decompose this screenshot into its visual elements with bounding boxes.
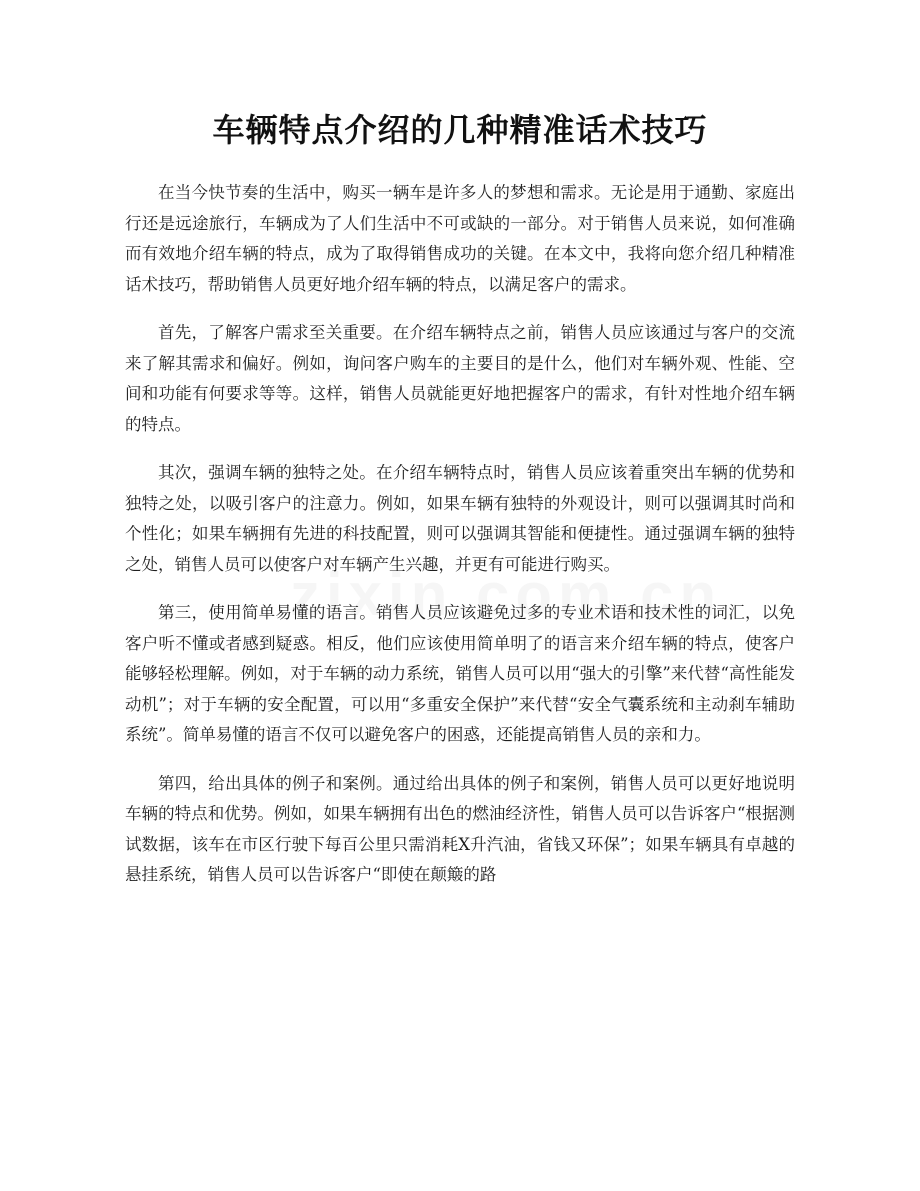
document-title: 车辆特点介绍的几种精准话术技巧 [212, 111, 708, 149]
paragraph-first: 首先，了解客户需求至关重要。在介绍车辆特点之前，销售人员应该通过与客户的交流来了解其需求和偏好。例如，询问客户购车的主要目的是什么，他们对车辆外观、性能、空间和功能有何要求等等。这样，销售人员就能更好地把握客户的需求，有针对性地介绍车辆的特点。 [125, 323, 795, 434]
document-body [125, 178, 795, 909]
paragraph-second: 其次，强调车辆的独特之处。在介绍车辆特点时，销售人员应该着重突出车辆的优势和独特之处，以吸引客户的注意力。例如，如果车辆有独特的外观设计，则可以强调其时尚和个性化；如果车辆拥有先进的科技配置，则可以强调其智能和便捷性。通过强调车辆的独特之处，销售人员可以使客户对车辆产生兴趣，并更有可能进行购买。 [125, 463, 795, 574]
paragraph-third: 第三，使用简单易懂的语言。销售人员应该避免过多的专业术语和技术性的词汇，以免客户听不懂或者感到疑惑。相反，他们应该使用简单明了的语言来介绍车辆的特点，使客户能够轻松理解。例如，对于车辆的动力系统，销售人员可以用“强大的引擎”来代替“高性能发动机”；对于车辆的安全配置，可以用“多重安全保护”来代替“安全气囊系统和主动刹车辅助系统”。简单易懂的语言不仅可以避免客户的困惑，还能提高销售人员的亲和力。 [125, 603, 795, 744]
paragraph-fourth: 第四，给出具体的例子和案例。通过给出具体的例子和案例，销售人员可以更好地说明车辆的特点和优势。例如，如果车辆拥有出色的燃油经济性，销售人员可以告诉客户“根据测试数据，该车在市区行驶下每百公里只需消耗X升汽油，省钱又环保”；如果车辆具有卓越的悬挂系统，销售人员可以告诉客户“即使在颠簸的路 [125, 773, 795, 884]
paragraph-intro: 在当今快节奏的生活中，购买一辆车是许多人的梦想和需求。无论是用于通勤、家庭出行还是远途旅行，车辆成为了人们生活中不可或缺的一部分。对于销售人员来说，如何准确而有效地介绍车辆的特点，成为了取得销售成功的关键。在本文中，我将向您介绍几种精准话术技巧，帮助销售人员更好地介绍车辆的特点，以满足客户的需求。 [125, 183, 795, 294]
